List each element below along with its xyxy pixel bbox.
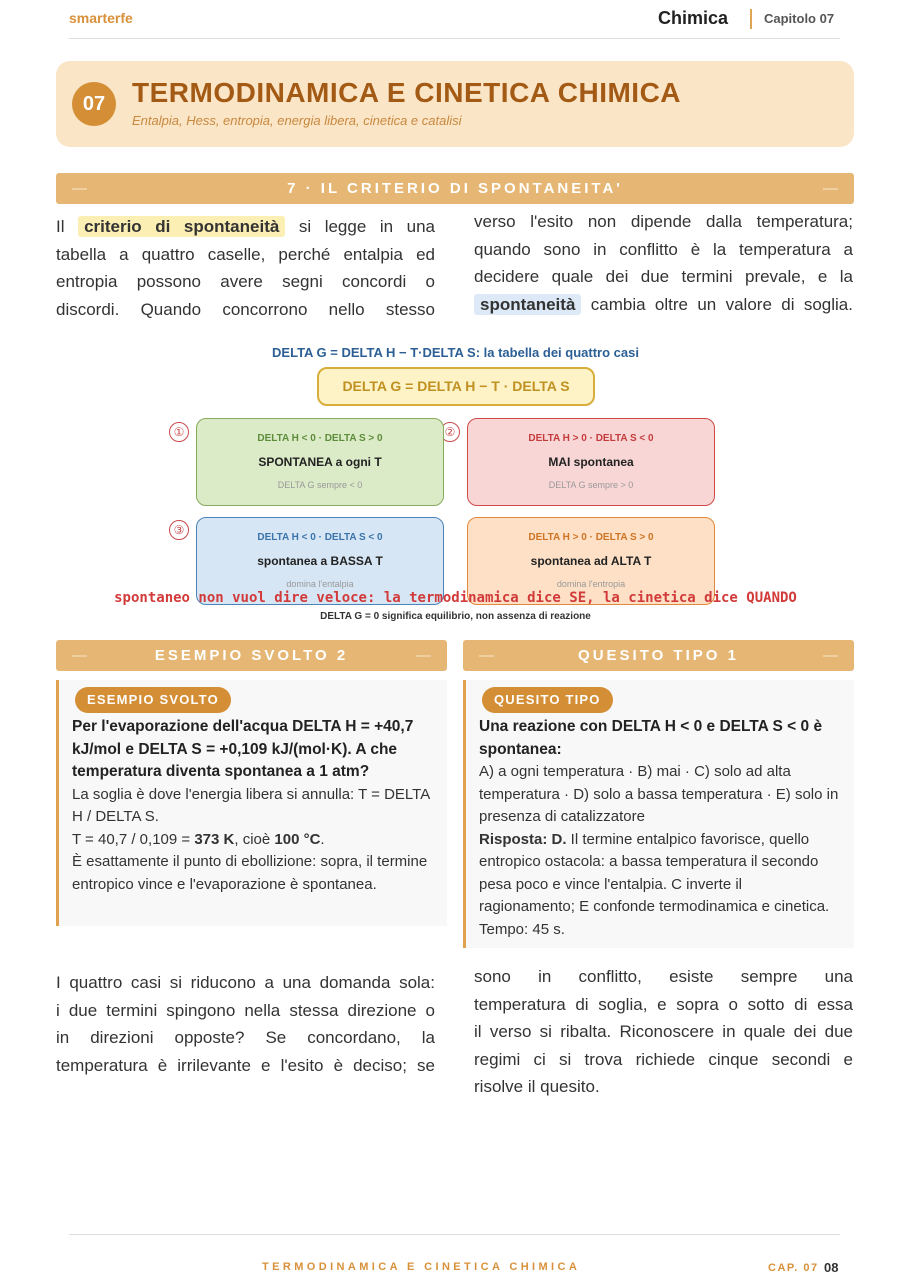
quadrant-condition: DELTA H < 0 · DELTA S > 0 <box>257 433 383 444</box>
section-header <box>56 173 854 204</box>
section-dash-right: — <box>416 647 431 664</box>
section-dash-left: — <box>479 647 494 664</box>
intro-line: verso l'esito non dipende dalla temperatura; <box>474 212 853 231</box>
quiz-question: Una reazione con DELTA H < 0 e DELTA S < 0 è spontanea: <box>479 718 823 758</box>
quadrant-condition: DELTA H > 0 · DELTA S > 0 <box>528 532 654 543</box>
example-paragraph: La soglia è dove l'energia libera si annulla: T = DELTA H / DELTA S. <box>72 785 430 825</box>
page-number: 08 <box>824 1260 839 1275</box>
chapter-label: Capitolo 07 <box>764 11 835 26</box>
quiz-pill: QUESITO TIPO <box>482 687 613 713</box>
example-section-header <box>56 640 447 671</box>
text-span: Il <box>56 217 65 236</box>
text-span: , cioè <box>234 830 275 848</box>
text-span: si legge in una <box>298 217 435 236</box>
outro-left-column <box>56 969 435 1079</box>
intro-right-column <box>474 208 853 318</box>
formula-box: DELTA G = DELTA H − T · DELTA S <box>317 367 595 406</box>
quadrant-verdict: spontanea a BASSA T <box>257 554 383 568</box>
outro-line: I quattro casi si riducono a una domanda sola: <box>56 973 435 992</box>
outro-line: i due termini spingono nella stessa direzione o <box>56 1000 435 1020</box>
quiz-answer <box>479 829 841 942</box>
header-divider <box>69 38 840 39</box>
answer-label: Risposta: D. <box>479 830 567 848</box>
quiz-body <box>479 716 841 941</box>
section-dash-left: — <box>72 180 87 197</box>
quadrant-condition: DELTA H < 0 · DELTA S < 0 <box>257 532 383 543</box>
section-dash-left: — <box>72 647 87 664</box>
example-question: Per l'evaporazione dell'acqua DELTA H = +40,7 kJ/mol e DELTA S = +0,109 kJ/(mol·K). A che temperatura diventa spontanea a 1 atm? <box>72 718 414 780</box>
header-separator <box>750 9 752 29</box>
outro-right-column <box>474 963 853 1101</box>
intro-line <box>56 213 435 241</box>
quiz-section-header <box>463 640 854 671</box>
highlight-spontaneita: spontaneità <box>474 294 581 315</box>
outro-line: in direzioni opposte? Se concordano, la <box>56 1028 435 1047</box>
marker-3: ③ <box>169 520 189 540</box>
quadrant-condition: DELTA H > 0 · DELTA S < 0 <box>528 433 654 444</box>
outro-line: regimi ci si trova richiede cinque secondi e <box>474 1049 853 1069</box>
quiz-options: A) a ogni temperatura · B) mai · C) solo ad alta temperatura · D) solo a bassa temperatura · E) solo in presenza di catalizzatore <box>479 763 839 825</box>
chapter-subtitle: Entalpia, Hess, entropia, energia libera, cinetica e catalisi <box>132 113 462 128</box>
result-kelvin: 373 K <box>194 830 235 848</box>
marker-2: ② <box>440 422 460 442</box>
footer-chapter-label: CAP. 07 <box>768 1262 819 1274</box>
text-span: . <box>320 830 325 848</box>
intro-line: quando sono in conflitto è la temperatura a <box>474 239 853 259</box>
quiz-card <box>463 680 854 948</box>
example-pill: ESEMPIO SVOLTO <box>75 687 231 713</box>
section-title: 7 · IL CRITERIO DI SPONTANEITA' <box>287 180 623 197</box>
diagram-footnote: DELTA G = 0 significa equilibrio, non assenza di reazione <box>320 611 591 622</box>
example-card <box>56 680 447 926</box>
text-span: T = 40,7 / 0,109 = <box>72 830 195 848</box>
intro-line: entropia possono avere segni concordi o <box>56 272 435 291</box>
quadrant-note: domina l'entalpia <box>286 579 354 589</box>
intro-line <box>474 291 853 319</box>
quadrant-verdict: MAI spontanea <box>548 455 634 469</box>
quadrant-spontaneous-always <box>196 418 444 506</box>
intro-line: decidere quale dei due termini prevale, e la <box>474 267 853 286</box>
chapter-number-badge: 07 <box>72 82 116 126</box>
intro-line: tabella a quattro caselle, perché entalpia ed <box>56 244 435 264</box>
highlight-criterio: criterio di spontaneità <box>78 216 285 237</box>
quadrant-note: DELTA G sempre < 0 <box>277 480 363 490</box>
quadrant-note: domina l'entropia <box>556 579 626 589</box>
quiz-section-title: QUESITO TIPO 1 <box>578 647 739 664</box>
section-dash-right: — <box>823 647 838 664</box>
intro-line: discordi. Quando concorrono nello stesso <box>56 299 435 319</box>
outro-line: risolve il quesito. <box>474 1077 600 1096</box>
quadrant-verdict: spontanea ad ALTA T <box>530 554 652 568</box>
intro-left-column <box>56 213 435 323</box>
brand-name: smarterfe <box>69 10 133 26</box>
answer-text: Il termine entalpico favorisce, quello entropico ostacola: a bassa temperatura il secondo pesa poco e vince l'entalpia. C inverte il ragionamento; E confonde termodinamica e cinetica. Tempo: 45 s. <box>479 830 830 938</box>
result-celsius: 100 °C <box>274 830 321 848</box>
chapter-title: TERMODINAMICA E CINETICA CHIMICA <box>132 77 682 108</box>
footer-chapter-title: TERMODINAMICA E CINETICA CHIMICA <box>262 1261 581 1273</box>
example-section-title: ESEMPIO SVOLTO 2 <box>154 647 349 664</box>
text-span: cambia oltre un valore di soglia. <box>590 294 853 314</box>
quadrant-note: DELTA G sempre > 0 <box>548 480 634 490</box>
marker-1: ① <box>169 422 189 442</box>
diagram-title: DELTA G = DELTA H − T·DELTA S: la tabella dei quattro casi <box>272 345 639 360</box>
quadrant-verdict: SPONTANEA a ogni T <box>258 455 382 469</box>
example-body <box>72 716 434 896</box>
outro-line: temperatura di soglia, e sopra o sotto di essa <box>474 994 853 1014</box>
outro-line: sono in conflitto, esiste sempre una <box>474 967 853 986</box>
handwritten-annotation: spontaneo non vuol dire veloce: la termodinamica dice SE, la cinetica dice QUANDO <box>114 590 797 606</box>
example-paragraph: È esattamente il punto di ebollizione: sopra, il termine entropico vince e l'evaporazione è spontanea. <box>72 853 428 893</box>
outro-line: temperatura è irrilevante e l'esito è deciso; se <box>56 1055 435 1075</box>
quadrant-never-spontaneous <box>467 418 715 506</box>
outro-line: il verso si ribalta. Riconoscere in quale dei due <box>474 1022 853 1041</box>
example-paragraph <box>72 829 434 852</box>
section-dash-right: — <box>823 180 838 197</box>
footer-divider <box>69 1234 840 1235</box>
subject-title: Chimica <box>658 8 729 28</box>
